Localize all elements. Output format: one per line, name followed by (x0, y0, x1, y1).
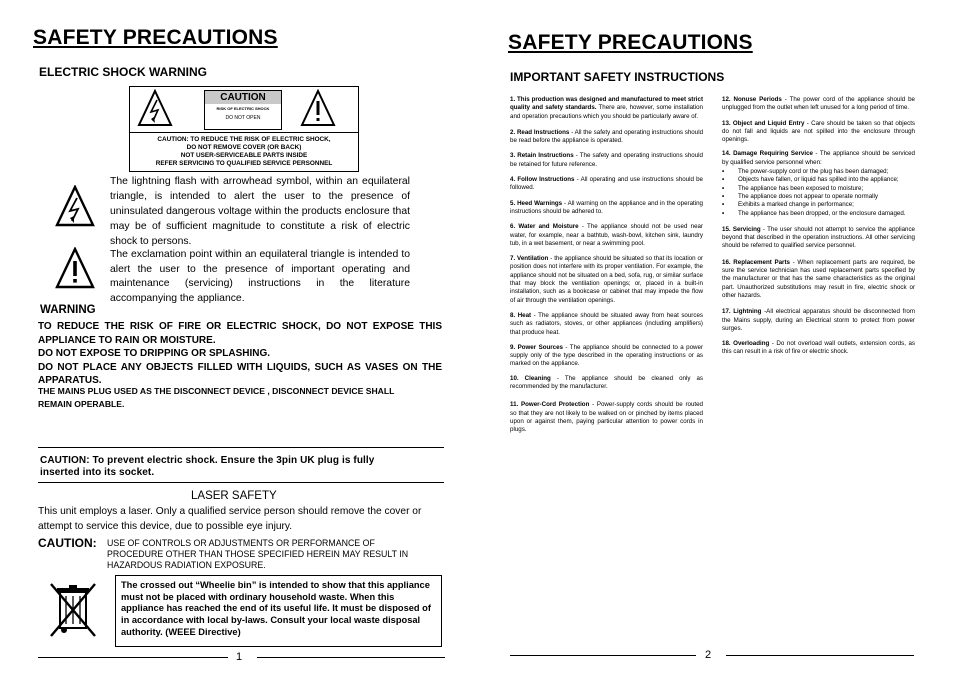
footer-rule-left (38, 657, 228, 658)
wheelie-bin-icon (45, 580, 101, 640)
damage-item: Exhibits a marked change in performance; (738, 201, 854, 209)
footer-rule-right (726, 655, 914, 656)
footer-rule-right (257, 657, 445, 658)
caution-label-sub2: DO NOT OPEN (225, 115, 261, 121)
caution-label-title: CAUTION (205, 91, 281, 104)
right-page-title: SAFETY PRECAUTIONS (508, 31, 753, 54)
left-page-number: 1 (236, 651, 243, 663)
damage-item: The appliance has been exposed to moisture; (738, 184, 864, 192)
damage-item: Objects have fallen, or liquid has spilled into the appliance; (738, 176, 899, 184)
lightning-description: The lightning flash with arrowhead symbol, within an equilateral triangle, is intended to alert the user to the presence of uninsulated dangerous voltage within the products enclosure that may be of sufficient magnitude to constitute a risk of electric shock to persons. (110, 176, 410, 247)
instructions-column-2: 12. Nonuse Periods - The power cord of the appliance should be unplugged from the outlet when left unused for a long period of time. 13. Object and Liquid Entry - Care should be taken so that objects do not fall and liquids are not spilled into the enclosure through openings. 14. Damage Requiring Service - The appliance should be serviced by qualified service personnel when: • The power-supply cord or the plug has been damaged; • Objects have fallen, or liquid has spilled into the appliance; • The appliance has been exposed to moisture; • The appliance does not appear to operate normally • Exhibits a marked change in performance; • The appliance has been dropped, or the enclosure damaged. 15. Servicing - The user should not attempt to service the appliance beyond that described in the operation instructions. All other servicing should be referred to qualified service personnel. 16. Replacement Parts - When replacement parts are required, be sure the service technician has used replacement parts specified by the manufacturer or that has the same characteristics as the original part. Unauthorized substitutions may result in fire, electric shock or other hazards. 17. Lightning -All electrical apparatus should be disconnected from the Mains supply, during an Electrical storm to protect from power surges. 18. Overloading - Do not overload wall outlets, extension cords, as this can result in a risk of fire or electric shock. (722, 96, 916, 356)
mains-plug-text: THE MAINS PLUG USED AS THE DISCONNECT DEVICE , DISCONNECT DEVICE SHALL REMAIN OPERABLE. (38, 386, 395, 409)
instructions-column-1: 1. This production was designed and manufactured to meet strict quality and safety standards. There are, however, some installation and operation precautions which you should be particularly aware of. 2. Read Instructions - All the safety and operating instructions should be read before the appliance is operated. 3. Retain Instructions - The safety and operating instructions should be retained for future reference. 4. Follow Instructions - All operating and use instructions should be followed. 5. Heed Warnings - All warning on the appliance and in the operating instructions should be adhered to. 6. Water and Moisture - The appliance should not be used near water, for example, near a bathtub, wash-bowl, kitchen sink, laundry tub, in a wet basement, or near a swimming pool. 7. Ventilation - the appliance should be situated so that its location or position does not interfere with its proper ventilation. For example, the appliance should not be situated on a bed, sofa, rug, or similar surface that may block the ventilation openings; or, placed in a built-in installation, such as a bookcase or cabinet that may impede the flow of air through the ventilation openings. 8. Heat - The appliance should be situated away from heat sources such as radiators, stoves, or other appliances (including amplifiers) that produce heat. 9. Power Sources - The appliance should be connected to a power supply only of the type described in the operating instructions or as marked on the appliance. 10. Cleaning - The appliance should be cleaned only as recommended by the manufacturer. 11. Power-Cord Protection - Power-supply cords should be routed so that they are not likely to be walked on or pinched by items placed upon or against them, paying particular attention to power cords in plugs. (510, 96, 704, 434)
divider (38, 482, 444, 483)
laser-caution-label: CAUTION: (38, 536, 97, 550)
lightning-symbol-icon (55, 185, 95, 227)
damage-item: The power-supply cord or the plug has been damaged; (738, 168, 889, 176)
warning-heading: WARNING (40, 304, 96, 316)
lightning-triangle-icon (137, 89, 173, 127)
warning-text: TO REDUCE THE RISK OF FIRE OR ELECTRIC SHOCK, DO NOT EXPOSE THIS APPLIANCE TO RAIN OR MOISTURE. DO NOT EXPOSE TO DRIPPING OR SPLASHING. DO NOT PLACE ANY OBJECTS FILLED WITH LIQUIDS, SUCH AS VASES ON THE APPARATUS. (38, 321, 442, 386)
exclamation-triangle-icon (300, 89, 336, 127)
electric-shock-heading: ELECTRIC SHOCK WARNING (39, 65, 207, 79)
caution-label-sub1: RISK OF ELECTRIC SHOCK (216, 106, 270, 111)
laser-safety-text: This unit employs a laser. Only a qualified service person should remove the cover or attempt to service this device, due to possible eye injury. (38, 506, 422, 532)
divider (38, 447, 444, 448)
damage-item: The appliance has been dropped, or the enclosure damaged. (738, 209, 906, 217)
plug-caution-text: CAUTION: To prevent electric shock. Ensure the 3pin UK plug is fully inserted into its socket. (40, 455, 375, 478)
right-page-number: 2 (705, 649, 712, 661)
laser-caution-text: USE OF CONTROLS OR ADJUSTMENTS OR PERFORMANCE OF PROCEDURE OTHER THAN THOSE SPECIFIED HEREIN MAY RESULT IN HAZARDOUS RADIATION EXPOSURE. (107, 538, 409, 570)
exclamation-description: The exclamation point within an equilateral triangle is intended to alert the user to the presence of important operating and maintenance (servicing) instructions in the literature accompanying the appliance. (110, 249, 410, 304)
damage-list: • The power-supply cord or the plug has been damaged; • Objects have fallen, or liquid has spilled into the appliance; • The appliance has been exposed to moisture; • The appliance does not appear to operate normally • Exhibits a marked change in performance; • The appliance has been dropped, or the enclosure damaged. (722, 168, 906, 217)
weee-box (115, 575, 442, 647)
caution-label (129, 86, 359, 172)
weee-text: The crossed out “Wheelie bin” is intended to show that this appliance must not be placed with ordinary household waste. When this appliance has reached the end of its useful life. It must be disposed of in accordance with local by-laws. Consult your local waste disposal authority. (WEEE Directive) (121, 580, 431, 637)
left-page-title: SAFETY PRECAUTIONS (33, 26, 278, 49)
damage-item: The appliance does not appear to operate normally (738, 192, 878, 200)
caution-label-text: CAUTION: TO REDUCE THE RISK OF ELECTRIC SHOCK, DO NOT REMOVE COVER (OR BACK) NOT USER-SERVICEABLE PARTS INSIDE REFER SERVICING TO QUALIFIED SERVICE PERSONNEL (155, 136, 333, 167)
exclamation-symbol-icon (55, 247, 95, 289)
laser-safety-heading: LASER SAFETY (191, 490, 277, 502)
footer-rule-left (510, 655, 696, 656)
important-instructions-heading: IMPORTANT SAFETY INSTRUCTIONS (510, 70, 725, 84)
